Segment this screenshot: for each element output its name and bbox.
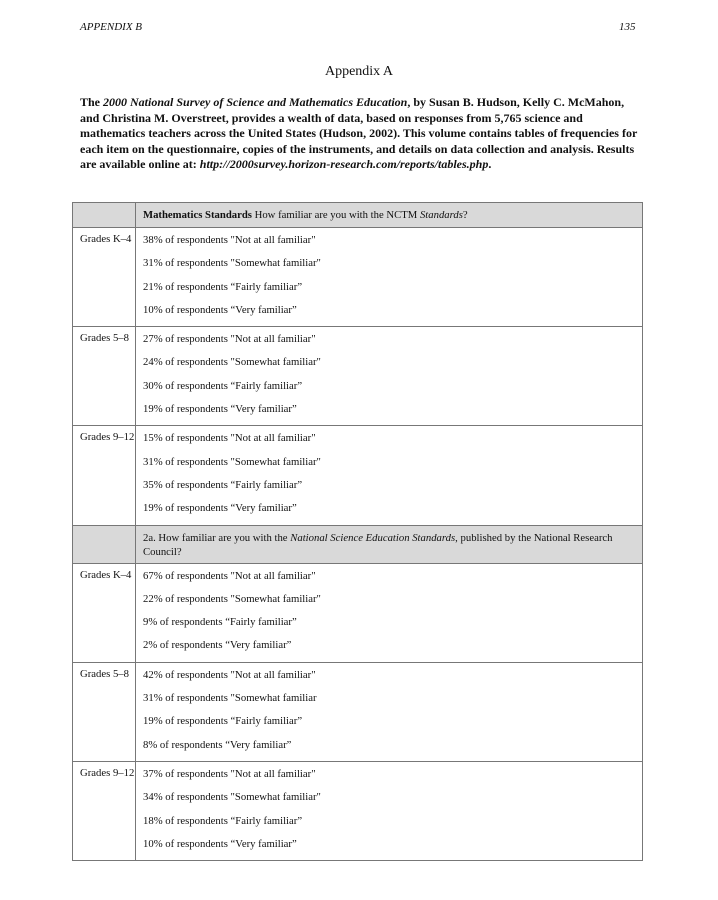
- response-line: 18% of respondents “Fairly familiar”: [143, 814, 303, 827]
- response-line: 8% of respondents “Very familiar”: [143, 738, 292, 751]
- responses-cell: [136, 228, 643, 327]
- question-end: ?: [462, 209, 468, 221]
- response-line: 9% of respondents “Fairly familiar”: [143, 616, 297, 629]
- grade-label: Grades 9–12: [73, 761, 136, 860]
- response-line: 34% of respondents "Somewhat familiar": [143, 791, 321, 804]
- response-line: 10% of respondents “Very familiar”: [143, 837, 297, 850]
- response-line: 24% of respondents "Somewhat familiar": [143, 356, 321, 369]
- response-line: 35% of respondents “Fairly familiar”: [143, 478, 303, 491]
- response-line: 15% of respondents "Not at all familiar": [143, 432, 316, 445]
- response-line: 42% of respondents "Not at all familiar": [143, 668, 316, 681]
- question-cell: [136, 203, 643, 228]
- grade-group-row: [73, 662, 643, 761]
- grade-group-row: [73, 761, 643, 860]
- response-line: 21% of respondents “Fairly familiar”: [143, 280, 303, 293]
- intro-suffix: .: [488, 157, 492, 172]
- response-line: 19% of respondents “Very familiar”: [143, 403, 297, 416]
- response-line: 31% of respondents "Somewhat familiar": [143, 455, 321, 468]
- responses-cell: [136, 426, 643, 525]
- survey-table: [72, 202, 643, 861]
- grade-group-row: [73, 327, 643, 426]
- response-line: 27% of respondents "Not at all familiar": [143, 333, 316, 346]
- question-italic: National Science Education Standards: [290, 531, 456, 544]
- response-line: 38% of respondents "Not at all familiar": [143, 234, 316, 246]
- response-line: 30% of respondents “Fairly familiar”: [143, 379, 303, 392]
- response-line: 22% of respondents "Somewhat familiar": [143, 592, 321, 605]
- responses-cell: [136, 761, 643, 860]
- question-row: [73, 203, 643, 228]
- grade-group-row: [73, 563, 643, 662]
- response-line: 10% of respondents “Very familiar”: [143, 303, 297, 316]
- response-line: 19% of respondents “Fairly familiar”: [143, 715, 303, 728]
- intro-url: http://2000survey.horizon-research.com/reports/tables.php: [199, 157, 489, 172]
- grade-label: Grades 9–12: [73, 426, 136, 525]
- grade-label: Grades 5–8: [73, 662, 136, 761]
- intro-text: , by Susan B. Hudson, Kelly C. McMahon, and Christina M. Overstreet, provides a wealth of data, based on responses from 5,765 science and mathematics teachers across the United States (Hudson, 2002). This volume contains tables of frequencies for each item on the questionnaire, copies of the instruments, and details on data collection and analysis. Results are available online at:: [80, 95, 638, 172]
- response-line: 19% of respondents “Very familiar”: [143, 502, 297, 515]
- intro-prefix: The: [80, 95, 104, 109]
- grade-group-row: [73, 426, 643, 525]
- response-line: 31% of respondents "Somewhat familiar: [143, 692, 317, 705]
- response-line: 67% of respondents "Not at all familiar": [143, 569, 316, 582]
- appendix-title: Appendix A: [324, 64, 394, 79]
- question-row: [73, 525, 643, 563]
- responses-cell: [136, 563, 643, 662]
- response-line: 37% of respondents "Not at all familiar": [143, 767, 316, 780]
- response-line: 31% of respondents "Somewhat familiar": [143, 257, 321, 270]
- question-bold: Mathematics Standards: [143, 209, 252, 221]
- page-number: 135: [619, 21, 636, 33]
- grade-label: Grades 5–8: [73, 327, 136, 426]
- response-line: 2% of respondents “Very familiar”: [143, 639, 292, 652]
- responses-cell: [136, 327, 643, 426]
- question-grade-cell: [73, 525, 136, 563]
- grade-label: Grades K–4: [73, 228, 136, 327]
- grade-label: Grades K–4: [73, 563, 136, 662]
- question-text: How familiar are you with the NCTM: [251, 209, 420, 221]
- intro-paragraph: [80, 95, 642, 173]
- question-end: , published by the National Research Council?: [143, 531, 613, 558]
- question-grade-cell: [73, 203, 136, 228]
- question-text: 2a. How familiar are you with the: [143, 531, 291, 544]
- running-header: APPENDIX B: [80, 21, 143, 33]
- grade-group-row: [73, 228, 643, 327]
- survey-name: 2000 National Survey of Science and Mathematics Education: [103, 95, 408, 109]
- question-italic: Standards: [419, 209, 463, 221]
- question-cell: [136, 525, 643, 563]
- responses-cell: [136, 662, 643, 761]
